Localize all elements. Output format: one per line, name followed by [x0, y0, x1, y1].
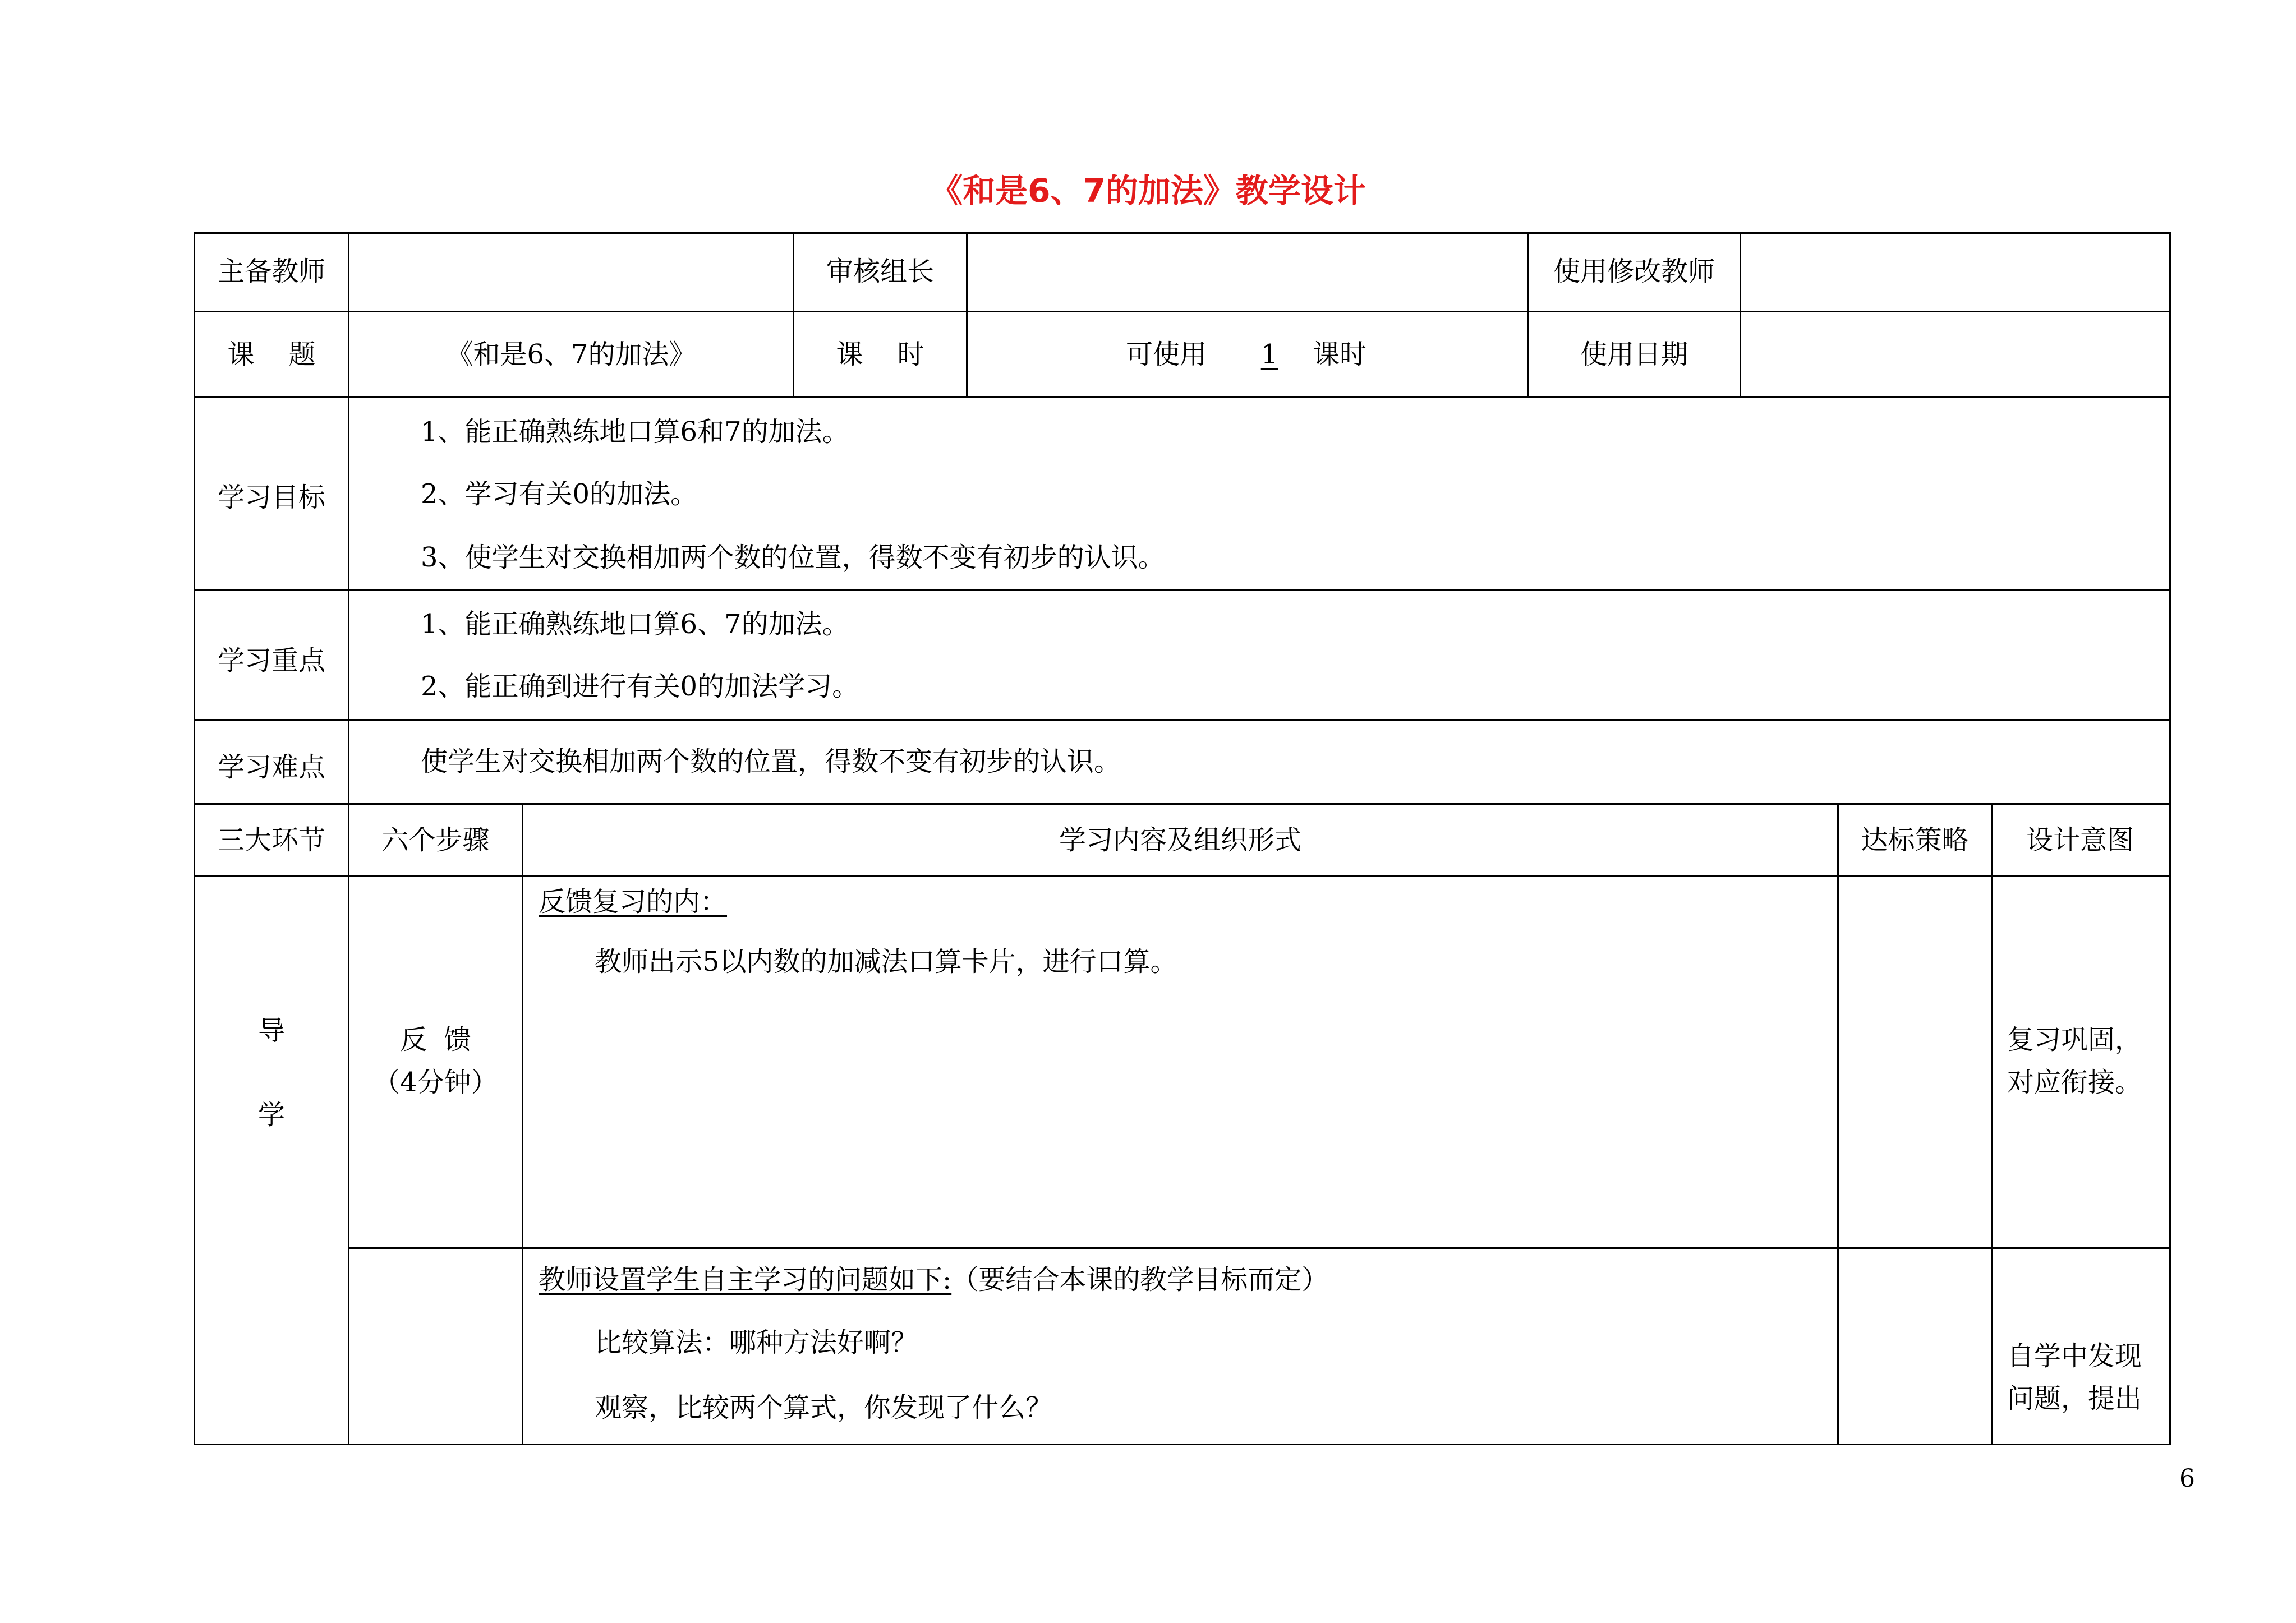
- label-period: 课 时: [836, 339, 924, 370]
- section-label-char: 导: [257, 1015, 285, 1046]
- label-difficulty: 学习难点: [217, 751, 325, 783]
- content-line: 观察，比较两个算式，你发现了什么？: [595, 1392, 1053, 1423]
- page-number: 6: [2179, 1464, 2195, 1493]
- label-key-points: 学习重点: [217, 645, 325, 676]
- period-prefix: 可使用: [1126, 339, 1207, 370]
- row-divider: [348, 1247, 2169, 1249]
- key-point-item: 2、能正确到进行有关0的加法学习。: [421, 671, 859, 702]
- design-intent-line: 对应衔接。: [2007, 1067, 2142, 1098]
- design-intent-line: 自学中发现: [2007, 1340, 2142, 1372]
- column-header: 学习内容及组织形式: [1059, 824, 1301, 856]
- column-header: 六个步骤: [381, 824, 490, 856]
- content-line: 比较算法：哪种方法好啊？: [595, 1327, 918, 1358]
- topic-value: 《和是6、7的加法》: [446, 339, 696, 370]
- goal-item: 2、学习有关0的加法。: [421, 478, 698, 510]
- column-header: 设计意图: [2026, 824, 2134, 856]
- step-name: 反 馈: [400, 1024, 471, 1055]
- col-divider: [966, 232, 968, 398]
- column-header: 达标策略: [1861, 824, 1969, 856]
- label-modifier-teacher: 使用修改教师: [1553, 256, 1715, 287]
- period-suffix: 课时: [1313, 339, 1367, 370]
- row-divider: [194, 719, 2169, 721]
- design-intent-line: 问题，提出: [2007, 1383, 2142, 1414]
- section-label-char: 学: [257, 1099, 285, 1131]
- design-intent-line: 复习巩固，: [2007, 1024, 2142, 1055]
- step-time: （4分钟）: [373, 1067, 498, 1098]
- period-value: 1: [1260, 339, 1278, 370]
- col-divider: [1991, 803, 1993, 1444]
- row-divider: [194, 589, 2169, 591]
- label-use-date: 使用日期: [1580, 339, 1688, 370]
- row-divider: [194, 396, 2169, 398]
- content-heading: 教师设置学生自主学习的问题如下:: [539, 1264, 952, 1295]
- goal-item: 3、使学生对交换相加两个数的位置，得数不变有初步的认识。: [421, 542, 1165, 573]
- goal-item: 1、能正确熟练地口算6和7的加法。: [421, 416, 849, 448]
- row-divider: [194, 803, 2169, 805]
- difficulty-text: 使学生对交换相加两个数的位置，得数不变有初步的认识。: [421, 746, 1121, 777]
- content-heading-row: [539, 1264, 1328, 1295]
- label-learning-goals: 学习目标: [217, 482, 325, 513]
- content-heading: 反馈复习的内：: [539, 886, 728, 917]
- col-divider: [1837, 803, 1839, 1444]
- document-title: 《和是6、7的加法》教学设计: [930, 172, 1366, 210]
- col-divider: [1740, 232, 1741, 398]
- content-line: 教师出示5以内数的加减法口算卡片，进行口算。: [595, 946, 1177, 978]
- column-header: 三大环节: [217, 824, 325, 856]
- label-main-teacher: 主备教师: [217, 256, 325, 287]
- row-divider: [194, 311, 2169, 312]
- label-reviewer: 审核组长: [826, 256, 934, 287]
- row-divider: [194, 875, 2169, 877]
- key-point-item: 1、能正确熟练地口算6、7的加法。: [421, 608, 849, 640]
- content-heading-note: （要结合本课的教学目标而定）: [951, 1264, 1329, 1295]
- label-topic: 课 题: [227, 339, 316, 370]
- col-divider: [522, 803, 523, 1444]
